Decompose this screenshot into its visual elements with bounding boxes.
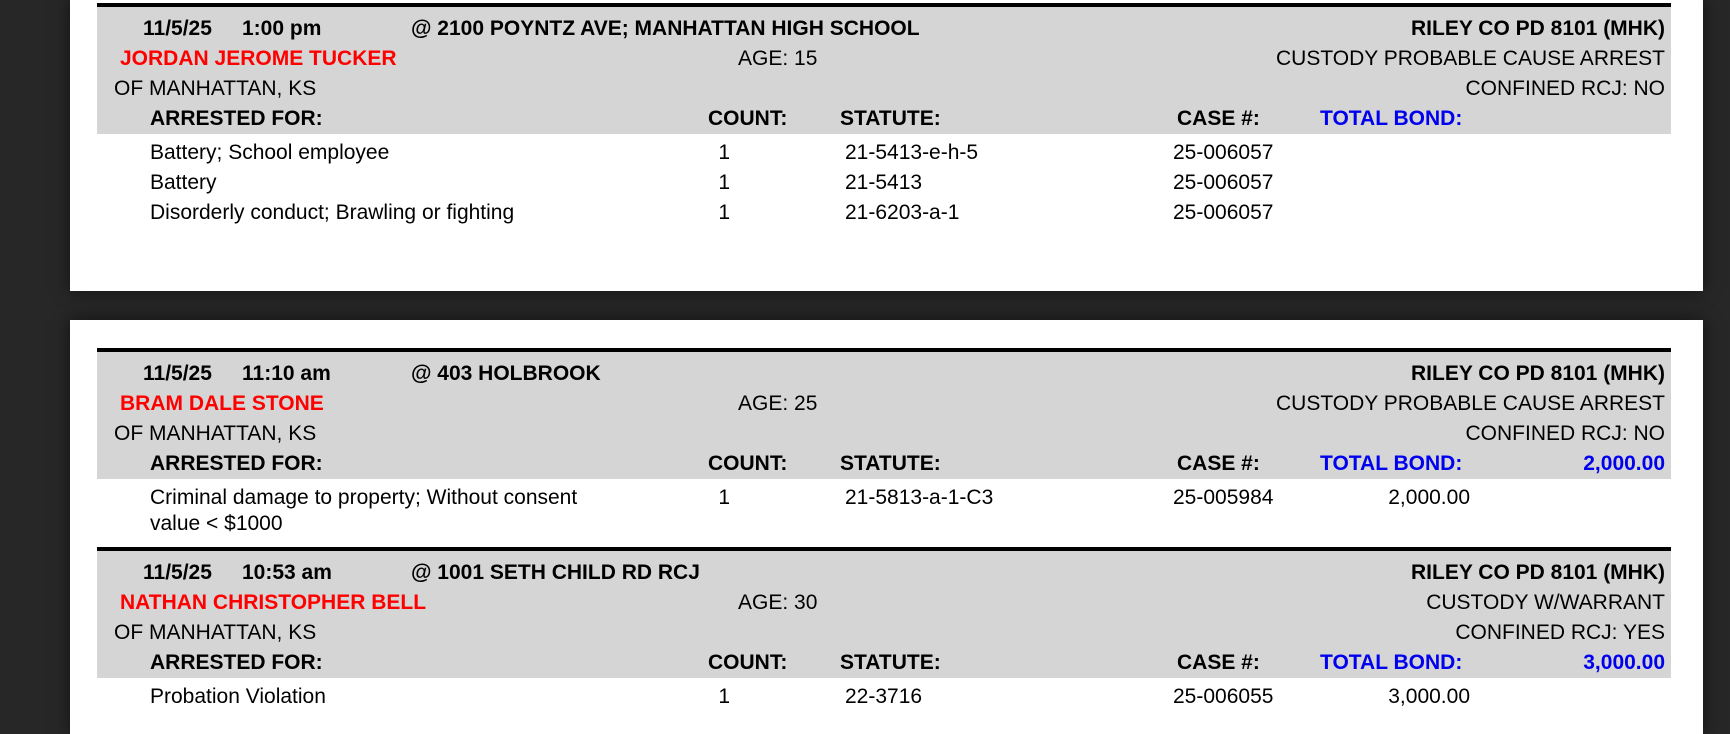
residence: OF MANHATTAN, KS [114, 422, 317, 445]
charge-row [97, 194, 1671, 224]
charge-row [97, 164, 1671, 194]
arrestee-name: BRAM DALE STONE [120, 392, 324, 415]
arrest-date: 11/5/25 [143, 561, 212, 584]
charge-count: 1 [718, 685, 730, 708]
arrest-date: 11/5/25 [143, 362, 212, 385]
charge-description: Battery; School employee [150, 141, 390, 164]
charge-count: 1 [718, 171, 730, 194]
charge-bond: 2,000.00 [1388, 486, 1470, 509]
arrest-time: 11:10 am [242, 362, 331, 385]
case-number-label: CASE #: [1177, 107, 1260, 130]
case-number-label: CASE #: [1177, 452, 1260, 475]
report-page-1 [70, 0, 1703, 291]
charge-statute: 22-3716 [845, 685, 923, 708]
charge-row [97, 479, 1671, 537]
total-bond-amount: 2,000.00 [1583, 452, 1665, 475]
arrested-for-label: ARRESTED FOR: [150, 107, 323, 130]
charges-list [97, 479, 1671, 547]
arrested-for-label: ARRESTED FOR: [150, 651, 323, 674]
count-label: COUNT: [708, 651, 788, 674]
residence: OF MANHATTAN, KS [114, 77, 317, 100]
charge-description: Probation Violation [150, 685, 326, 708]
total-bond-label: TOTAL BOND: [1320, 107, 1463, 130]
statute-label: STATUTE: [840, 651, 941, 674]
charges-list [97, 678, 1671, 708]
statute-label: STATUTE: [840, 107, 941, 130]
header-row-residence [97, 618, 1671, 648]
residence: OF MANHATTAN, KS [114, 621, 317, 644]
header-row-name [97, 44, 1671, 74]
charge-case-number: 25-006057 [1173, 141, 1274, 164]
arrestee-age: AGE: 25 [738, 392, 818, 415]
agency-name: RILEY CO PD 8101 (MHK) [1411, 561, 1665, 584]
arrestee-age: AGE: 30 [738, 591, 818, 614]
record-header [97, 3, 1671, 134]
charge-statute: 21-5413 [845, 171, 923, 194]
charge-count: 1 [718, 486, 730, 509]
header-row-name [97, 588, 1671, 618]
count-label: COUNT: [708, 452, 788, 475]
arrestee-name: JORDAN JEROME TUCKER [120, 47, 397, 70]
charge-count: 1 [718, 201, 730, 224]
confined-status: CONFINED RCJ: NO [1465, 422, 1665, 445]
custody-type: CUSTODY PROBABLE CAUSE ARREST [1275, 392, 1665, 415]
charge-row [97, 678, 1671, 708]
confined-status: CONFINED RCJ: NO [1465, 77, 1665, 100]
header-row-name [97, 389, 1671, 419]
header-row-datetime [97, 14, 1671, 44]
report-page-2 [70, 320, 1703, 734]
header-row-columns [97, 104, 1671, 134]
arrest-time: 1:00 pm [242, 17, 322, 40]
charge-statute: 21-5813-a-1-C3 [845, 486, 994, 509]
header-row-datetime [97, 359, 1671, 389]
charge-case-number: 25-006055 [1173, 685, 1274, 708]
arrest-location: @ 403 HOLBROOK [411, 362, 601, 385]
arrest-date: 11/5/25 [143, 17, 212, 40]
charge-count: 1 [718, 141, 730, 164]
charge-bond: 3,000.00 [1388, 685, 1470, 708]
statute-label: STATUTE: [840, 452, 941, 475]
charge-statute: 21-6203-a-1 [845, 201, 960, 224]
count-label: COUNT: [708, 107, 788, 130]
charge-row [97, 134, 1671, 164]
charge-case-number: 25-006057 [1173, 201, 1274, 224]
header-row-columns [97, 648, 1671, 678]
header-row-columns [97, 449, 1671, 479]
custody-type: CUSTODY W/WARRANT [1426, 591, 1665, 614]
arrest-location: @ 2100 POYNTZ AVE; MANHATTAN HIGH SCHOOL [411, 17, 920, 40]
arrest-location: @ 1001 SETH CHILD RD RCJ [411, 561, 700, 584]
charge-case-number: 25-006057 [1173, 171, 1274, 194]
charge-statute: 21-5413-e-h-5 [845, 141, 979, 164]
confined-status: CONFINED RCJ: YES [1455, 621, 1665, 644]
charge-case-number: 25-005984 [1173, 486, 1274, 509]
header-row-residence [97, 419, 1671, 449]
header-row-residence [97, 74, 1671, 104]
arrestee-age: AGE: 15 [738, 47, 818, 70]
arrest-record-2 [70, 348, 1703, 547]
header-row-datetime [97, 558, 1671, 588]
custody-type: CUSTODY PROBABLE CAUSE ARREST [1275, 47, 1665, 70]
agency-name: RILEY CO PD 8101 (MHK) [1411, 362, 1665, 385]
record-header [97, 348, 1671, 479]
total-bond-amount: 3,000.00 [1583, 651, 1665, 674]
total-bond-label: TOTAL BOND: [1320, 651, 1463, 674]
arrest-record-3 [70, 547, 1703, 708]
total-bond-label: TOTAL BOND: [1320, 452, 1463, 475]
record-header [97, 547, 1671, 678]
charges-list [97, 134, 1671, 224]
charge-description: Battery [150, 171, 217, 194]
charge-description: Criminal damage to property; Without consent value < $1000 [150, 486, 578, 535]
agency-name: RILEY CO PD 8101 (MHK) [1411, 17, 1665, 40]
case-number-label: CASE #: [1177, 651, 1260, 674]
arrested-for-label: ARRESTED FOR: [150, 452, 323, 475]
arrest-record-1 [70, 3, 1703, 224]
arrestee-name: NATHAN CHRISTOPHER BELL [120, 591, 427, 614]
charge-description: Disorderly conduct; Brawling or fighting [150, 201, 515, 224]
arrest-time: 10:53 am [242, 561, 332, 584]
